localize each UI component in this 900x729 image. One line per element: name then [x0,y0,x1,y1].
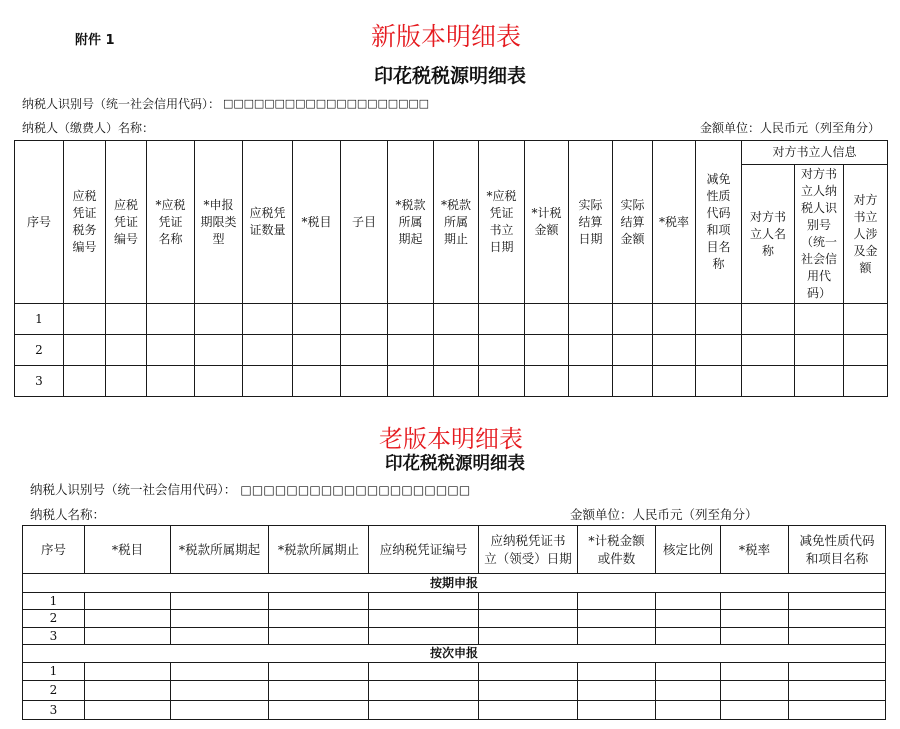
table-row [23,701,886,720]
table-cell [147,304,195,335]
id-digit-box: □ [424,483,436,497]
table-cell [243,304,293,335]
table-cell [696,335,742,366]
old-taxpayer-name-label: 纳税人名称： [30,507,106,522]
id-digit-box: □ [377,97,388,110]
col-period-start: *税款 所属 期起 [388,141,434,304]
table-cell [578,701,656,720]
table-cell [195,335,243,366]
old-col-tax-rate: *税率 [721,526,789,574]
col-voucher-quantity: 应税凭 证数量 [243,141,293,304]
table-cell [64,304,106,335]
id-digit-box: □ [343,483,356,497]
table-cell [656,610,721,628]
table-row [23,628,886,645]
id-digit-box: □ [320,483,333,497]
table-cell [789,593,886,610]
table-cell [85,663,171,681]
table-cell [434,304,479,335]
id-digit-box: □ [336,97,347,110]
id-digit-box: □ [295,97,306,110]
table-cell [341,335,388,366]
table-cell [569,304,613,335]
table-cell [696,366,742,397]
id-digit-box: □ [309,483,321,497]
col-voucher-number: 应税 凭证 编号 [106,141,147,304]
table-cell [656,663,721,681]
table-cell [795,304,844,335]
row-number: 2 [23,610,85,628]
section-periodic-filing: 按期申报 [23,574,886,593]
row-number: 3 [23,701,85,720]
new-form-title: 印花税税源明细表 [373,65,526,87]
header-row [23,526,886,574]
table-cell [795,335,844,366]
table-cell [64,366,106,397]
new-taxpayer-name-label: 纳税人（缴费人）名称： [22,121,155,135]
table-cell [147,335,195,366]
table-cell [341,366,388,397]
table-cell [85,628,171,645]
id-digit-box: □ [435,483,448,497]
table-row [23,663,886,681]
table-cell [85,681,171,701]
new-amount-unit: 金额单位：人民币元（列至角分） [699,121,880,135]
new-version-caption: 新版本明细表 [370,22,521,51]
id-digit-box: □ [367,97,378,110]
table-cell [106,304,147,335]
new-detail-table [14,140,888,397]
col-group-counterparty-info: 对方书立人信息 [742,141,888,165]
table-cell [388,304,434,335]
table-cell [578,628,656,645]
id-digit-box: □ [366,483,379,497]
table-cell [742,366,795,397]
table-cell [578,610,656,628]
id-digit-box: □ [251,483,264,497]
table-cell [844,304,888,335]
col-serial-number: 序号 [15,141,64,304]
table-cell [171,663,269,681]
table-cell [525,304,569,335]
table-cell [721,701,789,720]
table-cell [369,628,479,645]
col-filing-period-type: *申报 期限类 型 [195,141,243,304]
table-cell [569,366,613,397]
col-voucher-name: *应税 凭证 名称 [147,141,195,304]
table-cell [85,610,171,628]
old-table-header [23,526,886,574]
table-cell [269,701,369,720]
table-cell [269,681,369,701]
id-digit-box: □ [398,97,409,110]
table-cell [742,335,795,366]
table-cell [479,628,578,645]
old-col-tax-item: *税目 [85,526,171,574]
table-cell [479,663,578,681]
table-cell [721,681,789,701]
table-cell [434,366,479,397]
table-cell [656,681,721,701]
table-cell [388,335,434,366]
col-settlement-amount: 实际 结算 金额 [613,141,653,304]
id-digit-box: □ [356,97,368,110]
table-cell [696,304,742,335]
id-digit-box: □ [315,97,327,110]
old-amount-unit: 金额单位：人民币元（列至角分） [570,507,758,522]
table-cell [64,335,106,366]
table-row [15,366,888,397]
table-cell [479,610,578,628]
table-row [15,335,888,366]
row-number: 1 [23,663,85,681]
table-cell [789,610,886,628]
table-cell [243,335,293,366]
table-cell [195,304,243,335]
taxpayer-id-boxes [240,482,470,498]
row-number: 3 [23,628,85,645]
table-cell [269,663,369,681]
table-cell [721,663,789,681]
table-cell [106,335,147,366]
id-digit-box: □ [286,483,298,497]
table-cell [369,681,479,701]
col-tax-rate: *税率 [653,141,696,304]
table-row [23,681,886,701]
table-cell [525,335,569,366]
table-cell [171,593,269,610]
table-cell [106,366,147,397]
table-cell [721,593,789,610]
id-digit-box: □ [401,483,413,497]
table-cell [85,701,171,720]
id-digit-box: □ [264,97,275,110]
table-cell [293,304,341,335]
table-cell [656,593,721,610]
table-cell [653,366,696,397]
old-col-assessed-ratio: 核定比例 [656,526,721,574]
taxpayer-id-boxes [223,96,429,112]
table-cell [269,593,369,610]
id-digit-box: □ [263,483,275,497]
old-col-voucher-execution-date: 应纳税凭证书 立（领受）日期 [479,526,578,574]
table-cell [569,335,613,366]
table-cell [656,628,721,645]
old-version-caption: 老版本明细表 [379,425,523,453]
table-cell [578,681,656,701]
id-digit-box: □ [297,483,310,497]
row-number: 3 [15,366,64,397]
table-cell [844,366,888,397]
table-cell [656,701,721,720]
table-cell [525,366,569,397]
col-settlement-date: 实际 结算 日期 [569,141,613,304]
id-digit-box: □ [253,97,265,110]
old-detail-table [22,525,886,720]
old-col-serial-number: 序号 [23,526,85,574]
row-number: 2 [15,335,64,366]
id-digit-box: □ [284,97,296,110]
table-cell [369,593,479,610]
table-cell [85,593,171,610]
table-cell [269,610,369,628]
table-cell [171,681,269,701]
table-row [23,610,886,628]
section-row [23,574,886,593]
table-cell [369,663,479,681]
attachment-label: 附件 1 [75,33,115,48]
new-table-header [15,141,888,304]
id-digit-box: □ [346,97,357,110]
col-counterparty-name: 对方书 立人名 称 [742,165,795,304]
table-cell [341,304,388,335]
row-number: 1 [15,304,64,335]
col-counterparty-taxpayer-id: 对方书 立人纳 税人识 别号 （统一 社会信 用代 码） [795,165,844,304]
taxpayer-id-label: 纳税人识别号（统一社会信用代码）： [22,97,221,111]
table-cell [195,366,243,397]
new-table-body [15,304,888,397]
id-digit-box: □ [305,97,316,110]
row-number: 2 [23,681,85,701]
table-cell [613,366,653,397]
id-digit-box: □ [408,97,419,110]
table-cell [578,663,656,681]
table-cell [369,610,479,628]
table-cell [479,681,578,701]
col-exemption-code-item: 减免 性质 代码 和项 目名 称 [696,141,742,304]
table-cell [434,335,479,366]
table-row [15,304,888,335]
table-cell [293,366,341,397]
old-form-title: 印花税税源明细表 [385,454,525,474]
col-voucher-tax-code: 应税 凭证 税务 编号 [64,141,106,304]
table-cell [171,610,269,628]
id-digit-box: □ [355,483,367,497]
col-tax-item: *税目 [293,141,341,304]
table-cell [795,366,844,397]
id-digit-box: □ [274,483,287,497]
old-col-exemption-code-item: 减免性质代码 和项目名称 [789,526,886,574]
table-cell [789,701,886,720]
id-digit-box: □ [412,483,425,497]
id-digit-box: □ [418,97,430,110]
table-cell [388,366,434,397]
id-digit-box: □ [325,97,337,110]
taxpayer-id-label: 纳税人识别号（统一社会信用代码）： [30,482,237,497]
old-col-taxable-amount-or-count: *计税金额 或件数 [578,526,656,574]
table-cell [721,628,789,645]
col-taxable-amount: *计税 金额 [525,141,569,304]
table-cell [844,335,888,366]
id-digit-box: □ [458,483,471,497]
col-sub-item: 子目 [341,141,388,304]
section-row [23,645,886,663]
old-taxpayer-id-line [30,482,470,498]
table-cell [479,304,525,335]
id-digit-box: □ [274,97,285,110]
id-digit-box: □ [332,483,344,497]
table-cell [479,701,578,720]
id-digit-box: □ [389,483,402,497]
col-voucher-execution-date: *应税 凭证 书立 日期 [479,141,525,304]
table-cell [789,681,886,701]
col-period-end: *税款 所属 期止 [434,141,479,304]
table-cell [171,701,269,720]
id-digit-box: □ [447,483,459,497]
id-digit-box: □ [243,97,255,110]
table-cell [171,628,269,645]
table-cell [578,593,656,610]
new-taxpayer-id-line [22,96,429,112]
table-cell [243,366,293,397]
header-row [15,141,888,165]
table-cell [742,304,795,335]
table-cell [479,366,525,397]
old-col-voucher-number: 应纳税凭证编号 [369,526,479,574]
table-cell [653,304,696,335]
old-table-body [23,574,886,720]
old-col-period-start: *税款所属期起 [171,526,269,574]
table-cell [789,628,886,645]
id-digit-box: □ [240,483,252,497]
table-cell [293,335,341,366]
table-cell [653,335,696,366]
table-cell [789,663,886,681]
table-cell [721,610,789,628]
id-digit-box: □ [387,97,399,110]
table-cell [479,593,578,610]
table-cell [369,701,479,720]
id-digit-box: □ [233,97,244,110]
table-cell [269,628,369,645]
row-number: 1 [23,593,85,610]
id-digit-box: □ [378,483,390,497]
table-cell [613,304,653,335]
section-per-instance-filing: 按次申报 [23,645,886,663]
table-cell [479,335,525,366]
table-cell [613,335,653,366]
col-counterparty-amount: 对方 书立 人涉 及金 额 [844,165,888,304]
table-row [23,593,886,610]
id-digit-box: □ [223,97,234,110]
table-cell [147,366,195,397]
old-col-period-end: *税款所属期止 [269,526,369,574]
